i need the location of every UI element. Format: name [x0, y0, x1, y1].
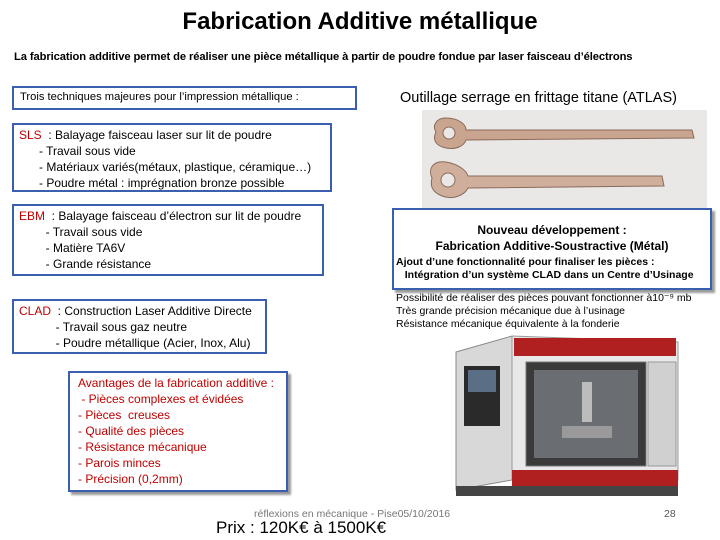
ebm-box: [12, 204, 324, 276]
sls-text: : Balayage faisceau laser sur lit de poudre - Travail sous vide - Matériaux variés(métaux, plastique, céramique…) - Poudre métal : imprégnation bronze possible: [39, 128, 312, 190]
cnc-machine-image: [442, 330, 698, 505]
possibilites-text: Possibilité de réaliser des pièces pouvant fonctionner à10⁻⁹ mb Très grande précision mécanique due à l’usinage Résistance mécanique équivalente à la fonderie: [396, 292, 692, 330]
page-title: Fabrication Additive métallique: [182, 8, 538, 35]
footer-text: réflexions en mécanique - Pise05/10/2016: [254, 508, 451, 520]
ebm-text: : Balayage faisceau d’électron sur lit de poudre - Travail sous vide - Matière TA6V - Grande résistance: [45, 209, 302, 271]
avantages-box: Avantages de la fabrication additive : - Pièces complexes et évidées - Pièces creuses - Qualité des pièces - Résistance mécanique - Parois minces - Précision (0,2mm): [68, 371, 288, 492]
intro-box: [12, 86, 357, 110]
intro-text: Trois techniques majeures pour l’impression métallique :: [20, 91, 299, 103]
clad-key: CLAD: [19, 304, 52, 318]
sls-box: [12, 123, 332, 192]
nouveau-heading: [392, 222, 712, 254]
nouveau-line2: Fabrication Additive-Soustractive (Métal): [435, 239, 669, 253]
sls-key: SLS: [19, 128, 42, 142]
price-text: Prix : 120K€ à 1500K€: [216, 518, 387, 537]
clad-box: [12, 299, 267, 354]
page-number: 28: [664, 508, 676, 520]
titanium-tools-image: [422, 110, 707, 210]
nouveau-description: Ajout d’une fonctionnalité pour finaliser les pièces : Intégration d’un système CLAD dans un Centre d’Usinage: [396, 256, 694, 281]
subtitle: La fabrication additive permet de réaliser une pièce métallique à partir de poudre fondue par laser faisceau d’électrons: [14, 51, 633, 63]
nouveau-line1: Nouveau développement :: [477, 223, 627, 237]
clad-text: : Construction Laser Additive Directe - Travail sous gaz neutre - Poudre métallique (Acier, Inox, Alu): [55, 304, 252, 350]
outillage-caption: Outillage serrage en frittage titane (ATLAS): [400, 90, 677, 106]
ebm-key: EBM: [19, 209, 46, 223]
